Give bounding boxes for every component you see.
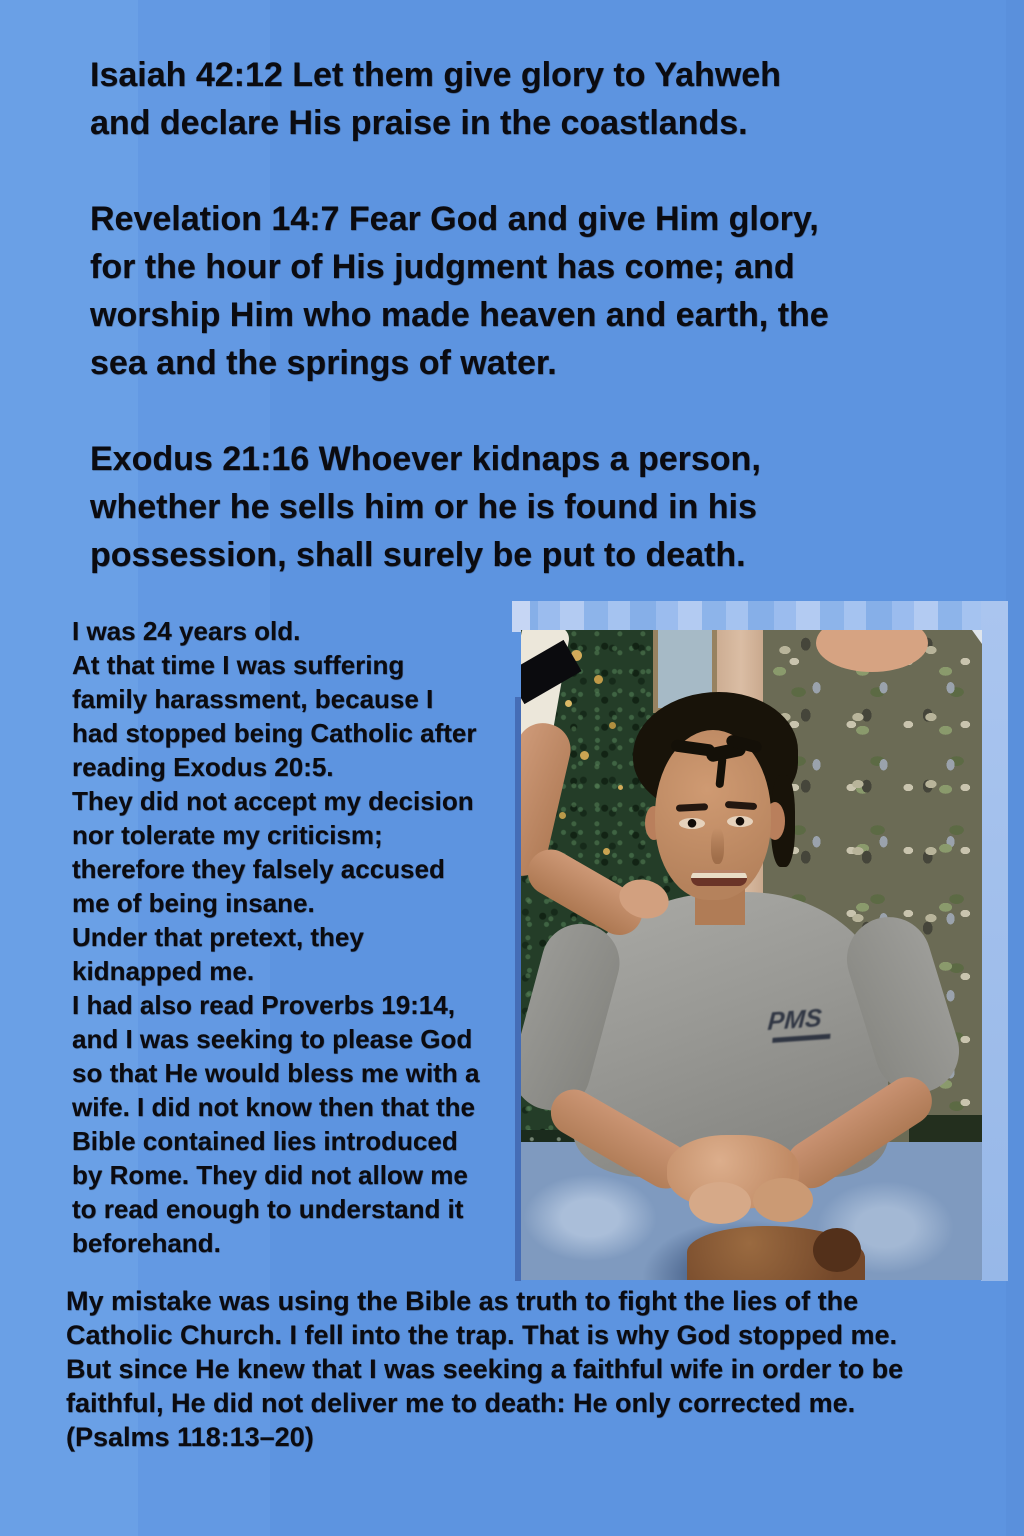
testimony-line: me of being insane. (72, 888, 315, 918)
testimony-line: They did not accept my decision (72, 786, 474, 816)
testimony-line: Bible contained lies introduced (72, 1126, 458, 1156)
testimony-text (72, 614, 479, 1260)
closing-line: But since He knew that I was seeking a faithful wife in order to be (66, 1354, 904, 1384)
testimony-line: and I was seeking to please God (72, 1024, 473, 1054)
closing-line: (Psalms 118:13–20) (66, 1422, 314, 1452)
verse-line: Isaiah 42:12 Let them give glory to Yahweh (90, 56, 781, 94)
closing-line: faithful, He did not deliver me to death: He only corrected me. (66, 1388, 856, 1418)
clasped-hands (689, 1182, 751, 1224)
photo-side-band (981, 601, 1008, 1281)
testimony-line: therefore they falsely accused (72, 854, 445, 884)
verse-line: Exodus 21:16 Whoever kidnaps a person, (90, 440, 761, 478)
testimony-line: by Rome. They did not allow me (72, 1160, 468, 1190)
testimony-line: I was 24 years old. (72, 616, 301, 646)
testimony-line: nor tolerate my criticism; (72, 820, 383, 850)
verse-line: worship Him who made heaven and earth, the (90, 296, 829, 334)
nose (711, 828, 724, 864)
eye-left (679, 818, 705, 829)
verse-line: possession, shall surely be put to death. (90, 536, 746, 574)
testimony-line: I had also read Proverbs 19:14, (72, 990, 455, 1020)
testimony-line: had stopped being Catholic after (72, 718, 477, 748)
verse-line: sea and the springs of water. (90, 344, 557, 382)
closing-line: My mistake was using the Bible as truth to fight the lies of the (66, 1286, 859, 1316)
closing-line: Catholic Church. I fell into the trap. That is why God stopped me. (66, 1320, 898, 1350)
testimony-line: family harassment, because I (72, 684, 434, 714)
shirt-logo-text: PMS (766, 1004, 823, 1037)
testimony-line: kidnapped me. (72, 956, 255, 986)
pixelated-blur-strip (512, 601, 1008, 632)
testimony-line: wife. I did not know then that the (72, 1092, 475, 1122)
verse-line: and declare His praise in the coastlands. (90, 104, 748, 142)
photo-young-man (521, 630, 982, 1280)
dog-ear (813, 1228, 861, 1272)
testimony-line: beforehand. (72, 1228, 221, 1258)
clasped-hands (753, 1178, 813, 1222)
verse-isaiah (90, 51, 829, 147)
verse-exodus (90, 435, 829, 579)
testimony-line: to read enough to understand it (72, 1194, 464, 1224)
testimony-line: At that time I was suffering (72, 650, 405, 680)
testimony-line: so that He would bless me with a (72, 1058, 480, 1088)
testimony-line: reading Exodus 20:5. (72, 752, 334, 782)
shirt-logo (765, 1002, 860, 1055)
verse-line: whether he sells him or he is found in his (90, 488, 757, 526)
verse-section (90, 51, 829, 627)
verse-line: for the hour of His judgment has come; and (90, 248, 795, 286)
testimony-line: Under that pretext, they (72, 922, 364, 952)
verse-revelation (90, 195, 829, 387)
verse-line: Revelation 14:7 Fear God and give Him glory, (90, 200, 819, 238)
eye-right (727, 816, 753, 827)
closing-text (66, 1284, 903, 1454)
smiling-mouth (691, 870, 747, 886)
